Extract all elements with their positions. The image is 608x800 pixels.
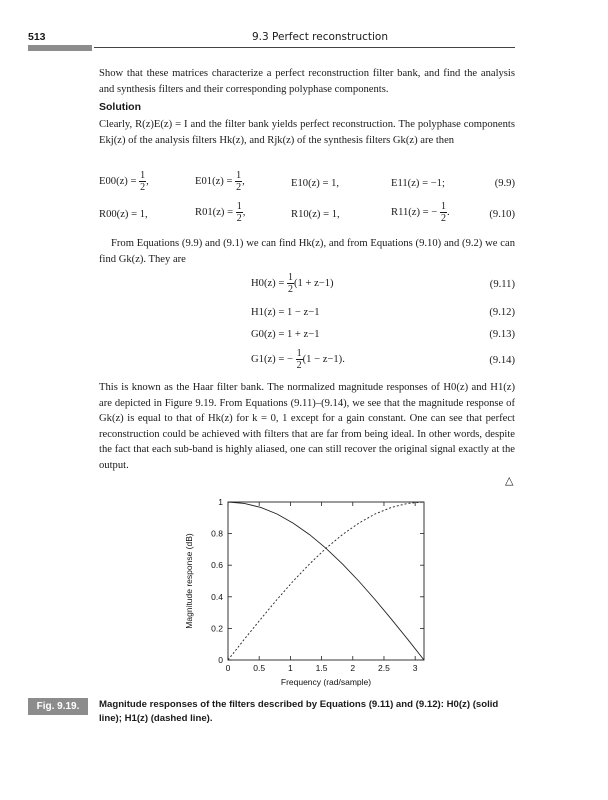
eq-e01 <box>195 170 245 193</box>
eq-r01-end: , <box>242 207 246 218</box>
eq-e01-num: 1 <box>236 170 242 181</box>
y-tick-label: 0.6 <box>211 560 223 571</box>
eq-g1-rhs: (1 − z−1). <box>302 354 345 365</box>
chart-ticks <box>211 497 424 673</box>
running-title: 9.3 Perfect reconstruction <box>252 31 388 43</box>
solution-paragraph: Clearly, R(z)E(z) = I and the filter bank yields perfect reconstruction. The polyphase components Ekj(z) of the analysis filters Hk(z), and Rjk(z) of the synthesis filters Gk(z) are then <box>99 119 515 146</box>
eq-r11 <box>391 201 450 224</box>
eq-number-9-14: (9.14) <box>489 355 515 366</box>
eq-h0-num: 1 <box>287 272 293 283</box>
solution-heading: Solution <box>99 101 141 113</box>
eq-h0 <box>251 272 334 295</box>
header-tab <box>28 45 92 51</box>
eq-r00: R00(z) = 1, <box>99 209 148 220</box>
intro-paragraph: Show that these matrices characterize a perfect reconstruction filter bank, and find the analysis and synthesis filters and their corresponding polyphase components. <box>99 68 515 95</box>
figure-label: Fig. 9.19. <box>28 698 88 715</box>
eq-r01-den: 2 <box>236 213 242 224</box>
eq-r01-lhs: R01(z) = <box>195 207 234 218</box>
eq-g1-num: 1 <box>296 348 302 359</box>
chart-axes <box>228 502 424 660</box>
eq-h0-fraction <box>287 272 294 295</box>
end-of-example-triangle-icon: △ <box>505 475 514 487</box>
equation-9-10 <box>99 201 515 231</box>
eq-e11: E11(z) = −1; <box>391 178 445 189</box>
x-tick-label: 1.5 <box>315 663 328 673</box>
h0-solid-line <box>228 502 424 660</box>
eq-r01 <box>195 201 245 224</box>
chart-series <box>228 502 424 660</box>
page-header <box>0 0 608 60</box>
eq-number-9-12: (9.12) <box>489 307 515 318</box>
x-tick-label: 2 <box>350 663 356 673</box>
equation-9-9 <box>99 170 515 200</box>
figure-caption: Magnitude responses of the filters described by Equations (9.11) and (9.12): H0(z) (solid line); H1(z) (dashed line). <box>99 699 499 724</box>
chart-y-axis-label: Magnitude response (dB) <box>184 533 194 629</box>
eq-e10: E10(z) = 1, <box>291 178 340 189</box>
y-tick-label: 0.4 <box>211 591 223 602</box>
magnitude-response-chart <box>170 492 450 690</box>
x-tick-label: 3 <box>412 663 418 673</box>
chart-x-axis-label: Frequency (rad/sample) <box>280 677 372 687</box>
filter-equations <box>99 272 515 372</box>
eq-h0-den: 2 <box>287 284 293 295</box>
eq-r11-lhs: R11(z) = − <box>391 207 438 218</box>
h1-dashed-line <box>228 502 424 660</box>
page-number: 513 <box>28 31 46 43</box>
x-tick-label: 0 <box>225 663 231 673</box>
eq-g1-fraction <box>296 348 303 371</box>
eq-number-9-11: (9.11) <box>489 279 515 290</box>
x-tick-label: 0.5 <box>253 663 266 673</box>
x-tick-label: 1 <box>288 663 293 673</box>
eq-e01-lhs: E01(z) = <box>195 176 233 187</box>
eq-h0-lhs: H0(z) = <box>251 278 285 289</box>
eq-e00-end: , <box>146 176 149 187</box>
from-paragraph: From Equations (9.9) and (9.1) we can find Hk(z), and from Equations (9.10) and (9.2) we can find Gk(z). They are <box>99 238 515 265</box>
eq-g1 <box>251 348 345 371</box>
haar-paragraph: This is known as the Haar filter bank. The normalized magnitude responses of H0(z) and H1(z) are depicted in Figure 9.19. From Equations (9.11)–(9.14), we see that the magnitude response of Gk(z) is equal to that of Hk(z) for k = 0, 1 except for a gain constant. One can see that perfect reconstruction could be achieved with filters that are far from being ideal. In other words, despite the fact that each sub-band is highly aliased, one can still recover the original signal exactly at the output. <box>99 382 515 471</box>
eq-e01-end: , <box>242 176 245 187</box>
eq-h1: H1(z) = 1 − z−1 <box>251 307 320 318</box>
y-tick-label: 0.2 <box>211 623 223 634</box>
eq-r10: R10(z) = 1, <box>291 209 340 220</box>
eq-e00-num: 1 <box>140 170 146 181</box>
y-tick-label: 0.8 <box>211 528 223 539</box>
eq-e00-lhs: E00(z) = <box>99 176 137 187</box>
y-tick-label: 0 <box>218 655 223 665</box>
eq-r11-num: 1 <box>440 201 446 212</box>
eq-number-9-9: (9.9) <box>494 178 515 189</box>
eq-e01-den: 2 <box>236 182 242 193</box>
eq-g0: G0(z) = 1 + z−1 <box>251 329 320 340</box>
eq-g1-den: 2 <box>296 360 302 371</box>
eq-number-9-10: (9.10) <box>489 209 515 220</box>
plot-frame <box>228 502 424 660</box>
eq-e00 <box>99 170 149 193</box>
header-rule <box>94 47 515 48</box>
eq-r01-fraction <box>236 201 243 224</box>
eq-r11-den: 2 <box>440 213 446 224</box>
eq-r11-fraction <box>440 201 447 224</box>
y-tick-label: 1 <box>218 497 223 507</box>
eq-r01-num: 1 <box>236 201 242 212</box>
x-tick-label: 2.5 <box>378 663 390 673</box>
eq-h0-rhs: (1 + z−1) <box>293 278 334 289</box>
eq-g1-lhs: G1(z) = − <box>251 354 293 365</box>
eq-number-9-13: (9.13) <box>489 329 515 340</box>
eq-e00-den: 2 <box>140 182 146 193</box>
eq-r11-end: . <box>446 207 450 218</box>
